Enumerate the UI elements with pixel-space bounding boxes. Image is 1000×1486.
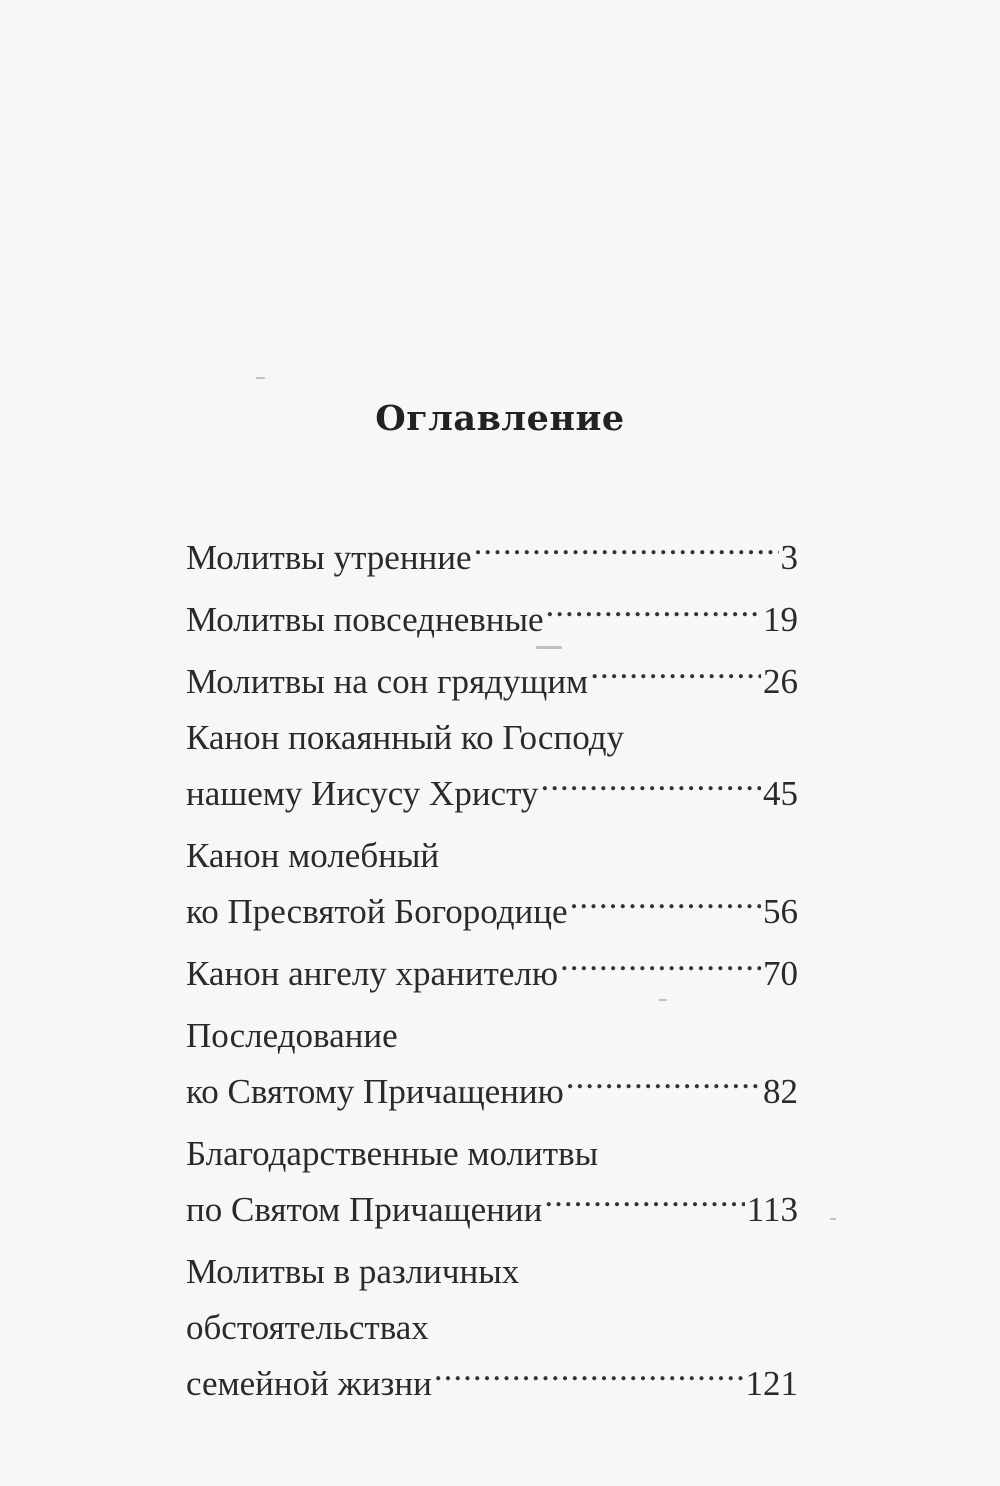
print-speck (256, 377, 265, 379)
toc-page-number: 121 (745, 1364, 798, 1403)
toc-entry-line (186, 592, 798, 648)
dot-leader (544, 1186, 744, 1221)
toc-entry (186, 1008, 798, 1120)
toc-entry (186, 592, 798, 648)
toc-entry-title: Канон ангелу хранителю (186, 954, 558, 993)
toc-entry-title: Молитвы утренние (186, 538, 472, 577)
dot-leader (590, 658, 761, 693)
toc-page-number: 26 (763, 662, 798, 701)
toc-entry-line (186, 530, 798, 586)
toc-entry-title: ко Святому Причащению (186, 1072, 564, 1111)
toc-entry-title: Молитвы на сон грядущим (186, 662, 589, 701)
toc-page-number: 56 (763, 892, 798, 931)
toc-entry-title-line: обстоятельствах (186, 1308, 429, 1347)
toc-entry (186, 1244, 798, 1412)
dot-leader (434, 1360, 744, 1395)
toc-page-number: 113 (746, 1190, 798, 1229)
toc-entry-title: по Святом Причащении (186, 1190, 543, 1229)
toc-entry-title: нашему Иисусу Христу (186, 774, 539, 813)
toc-entry-line (186, 946, 798, 1002)
toc-page-number: 3 (780, 538, 798, 577)
table-of-contents (186, 530, 798, 1412)
toc-entry-title-line: Благодарственные молитвы (186, 1134, 599, 1173)
toc-entry-title: Молитвы повседневные (186, 600, 544, 639)
toc-entry (186, 710, 798, 822)
toc-entry-line (186, 1064, 798, 1120)
toc-entry-line (186, 1182, 798, 1238)
toc-entry (186, 828, 798, 940)
toc-entry-title-line: Канон молебный (186, 836, 440, 875)
toc-entry-title: ко Пресвятой Богородице (186, 892, 568, 931)
toc-entry-title-line: Канон покаянный ко Господу (186, 718, 624, 757)
toc-entry-title-line: Последование (186, 1016, 398, 1055)
toc-entry-line (186, 654, 798, 710)
toc-page-number: 45 (763, 774, 798, 813)
toc-entry (186, 530, 798, 586)
dot-leader (474, 534, 779, 569)
toc-entry-title: семейной жизни (186, 1364, 432, 1403)
dot-leader (566, 1068, 761, 1103)
dot-leader (570, 888, 761, 923)
toc-entry (186, 946, 798, 1002)
toc-page-number: 82 (763, 1072, 798, 1111)
toc-entry (186, 654, 798, 710)
dot-leader (546, 596, 761, 631)
toc-entry (186, 1126, 798, 1238)
page-title: Оглавление (375, 398, 625, 439)
toc-page-number: 19 (763, 600, 798, 639)
dot-leader (560, 950, 761, 985)
print-speck (830, 1218, 836, 1220)
toc-entry-line (186, 1356, 798, 1412)
dot-leader (540, 770, 761, 805)
toc-page-number: 70 (763, 954, 798, 993)
toc-entry-title-line: Молитвы в различных (186, 1252, 520, 1291)
toc-entry-line (186, 884, 798, 940)
toc-entry-line (186, 766, 798, 822)
